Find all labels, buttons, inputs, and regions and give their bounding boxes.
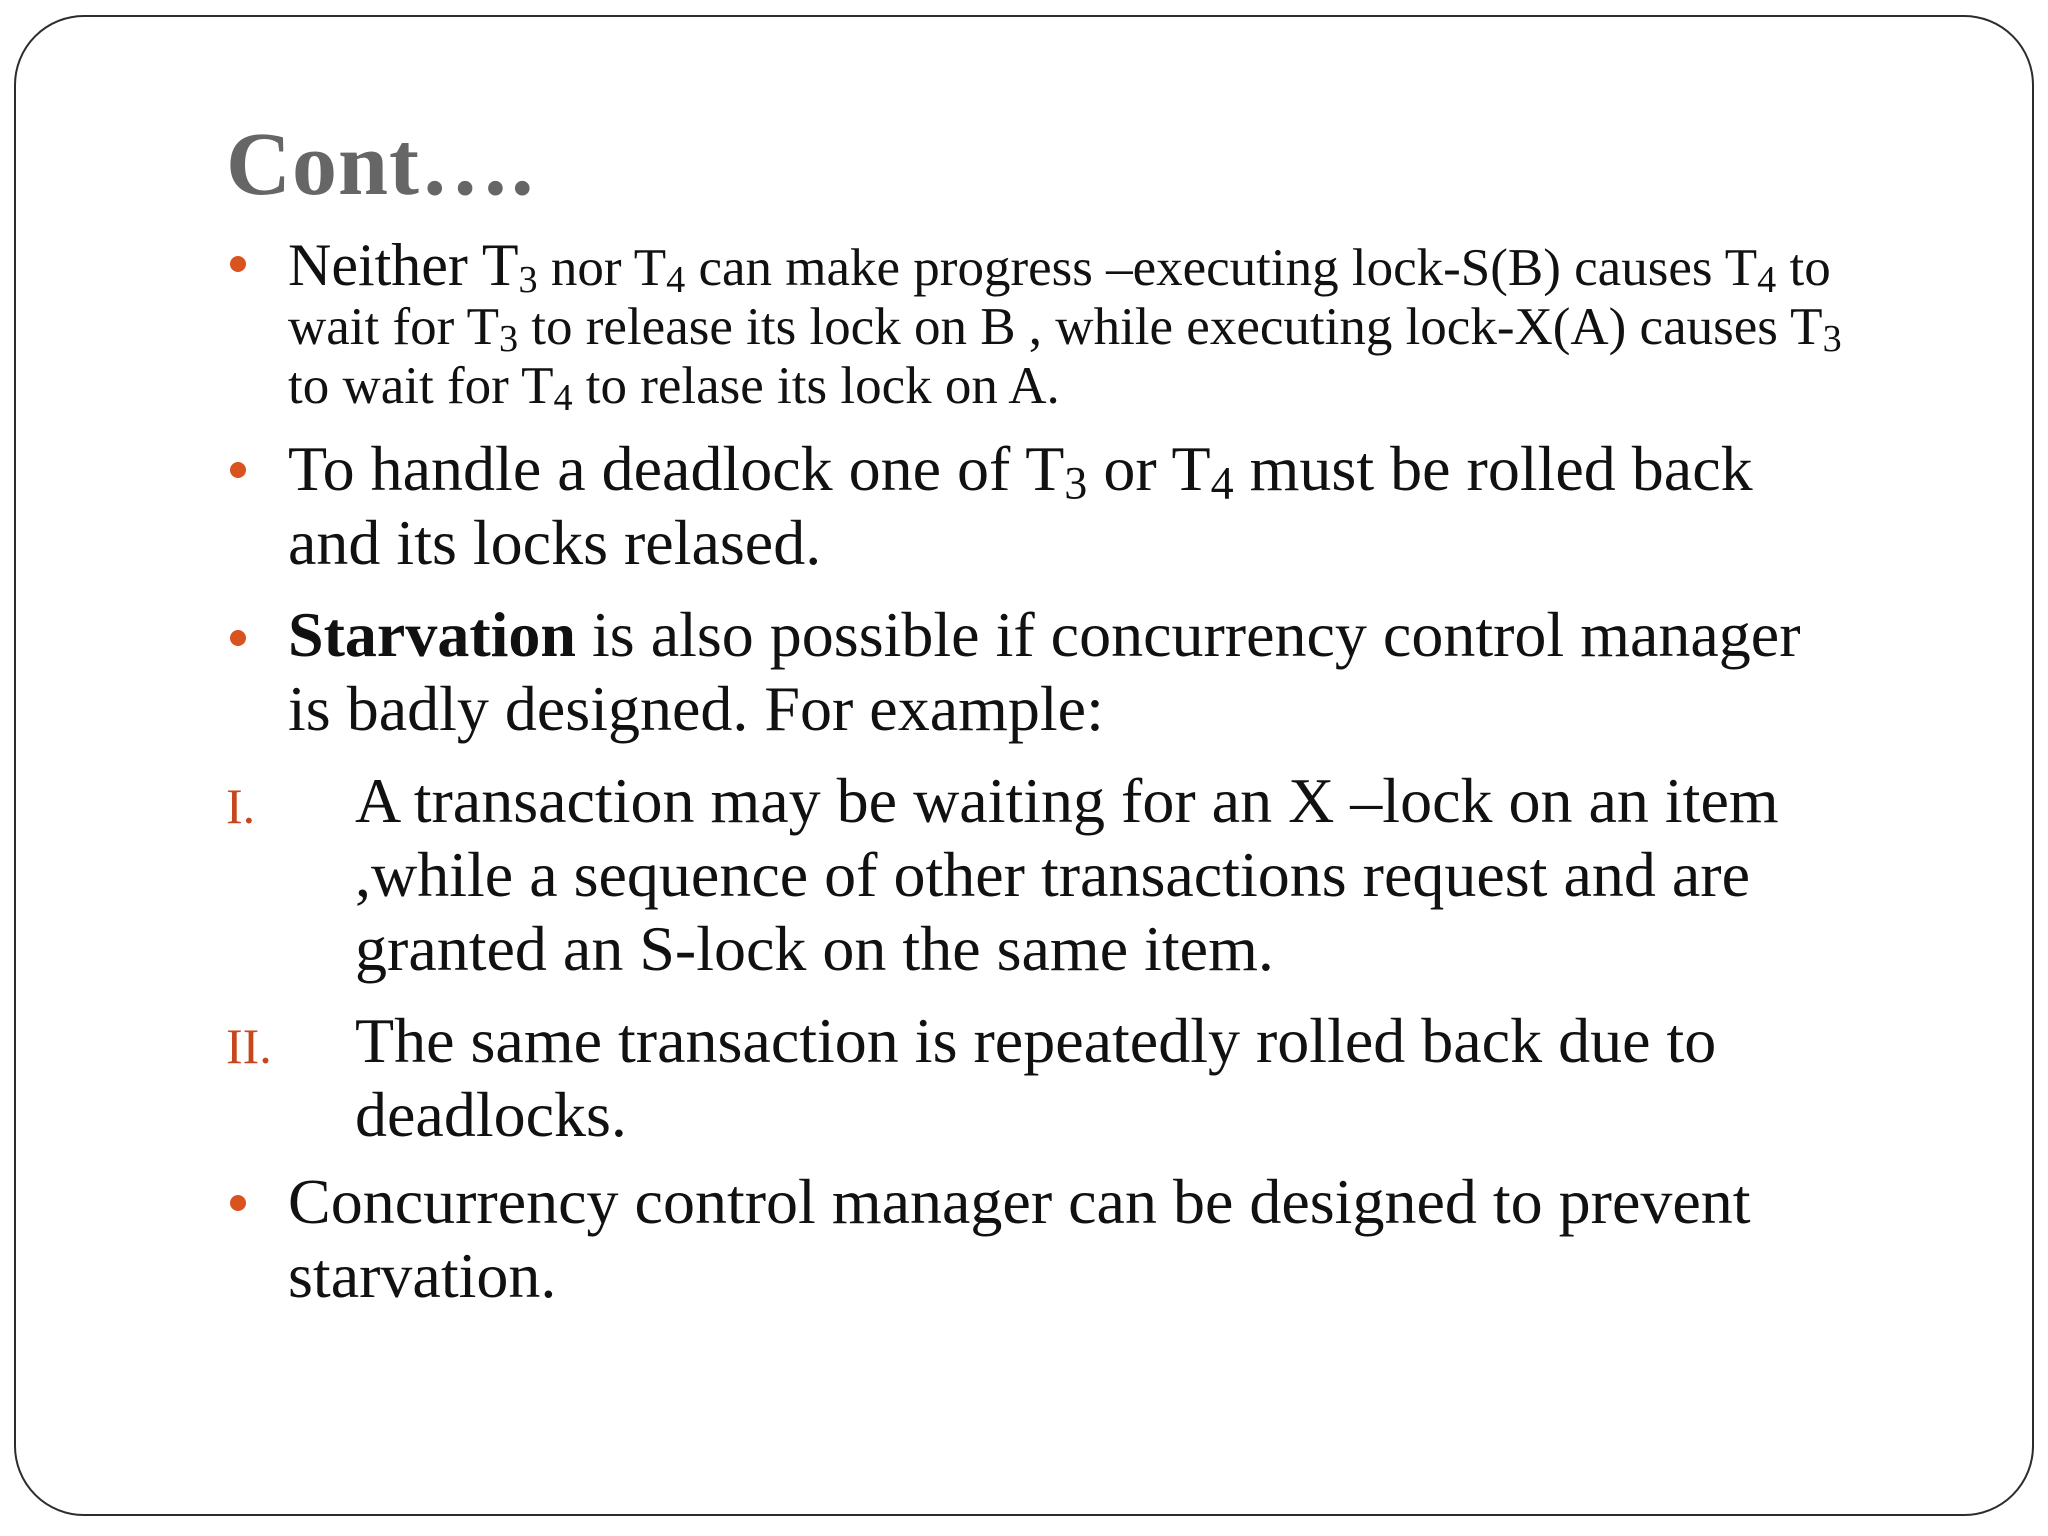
bullet-1-text [288,232,1842,419]
text-run: to release its lock on B , while executing lock-X(A) causes T [518,298,1823,356]
bullet-dot [230,630,246,646]
subscript: 3 [518,258,538,301]
bullet-1-line-2 [288,298,1842,360]
bullet-dot [230,462,246,478]
roman-numeral-marker: II. [226,1018,272,1074]
bullet-3-text [288,598,1801,746]
item-2-line-2: deadlocks. [355,1079,627,1150]
bullet-2-text [288,432,1753,580]
text-run: can make progress –executing lock-S(B) causes T [685,239,1758,297]
item-1-line-3: granted an S-lock on the same item. [355,913,1274,984]
text-run: To handle a deadlock one of T [288,433,1065,504]
text-run: to relase its lock on A. [572,357,1060,415]
text-run: wait for T [288,298,499,356]
bold-term: Starvation [288,599,576,670]
bullet-3-line-2: is badly designed. For example: [288,673,1104,744]
subscript: 4 [1757,258,1777,301]
text-run: must be rolled back [1233,433,1753,504]
text-run: to wait for T [288,357,554,415]
text-run: is also possible if concurrency control manager [576,599,1801,670]
bullet-2-line-2: and its locks relased. [288,507,822,578]
subscript: 3 [1822,317,1842,360]
subscript: 4 [666,258,686,301]
item-1-line-1: A transaction may be waiting for an X –lock on an item [355,765,1779,836]
bullet-4-text [288,1165,1751,1313]
item-1-text [355,764,1779,986]
subscript: 4 [1210,457,1234,509]
bullet-4-line-1: Concurrency control manager can be designed to prevent [288,1166,1751,1237]
bullet-2-line-1 [288,432,1753,509]
bullet-dot [230,256,246,272]
slide-title: Cont…. [226,115,535,214]
bullet-dot [230,1195,246,1211]
text-run: or T [1087,433,1211,504]
text-run: nor T [537,239,667,297]
item-2-text [355,1004,1716,1152]
item-2-line-1: The same transaction is repeatedly rolled back due to [355,1005,1717,1076]
subscript: 4 [553,376,573,419]
text-run: to [1776,239,1831,297]
bullet-1-line-3 [288,357,1842,419]
bullet-1-line-1 [288,232,1842,301]
subscript: 3 [1064,457,1088,509]
bullet-3-line-1 [288,598,1801,672]
roman-numeral-marker: I. [226,778,256,834]
subscript: 3 [498,317,519,360]
bullet-4-line-2: starvation. [288,1240,557,1311]
item-1-line-2: ,while a sequence of other transactions request and are [355,839,1750,910]
text-run: Neither T [288,232,519,298]
